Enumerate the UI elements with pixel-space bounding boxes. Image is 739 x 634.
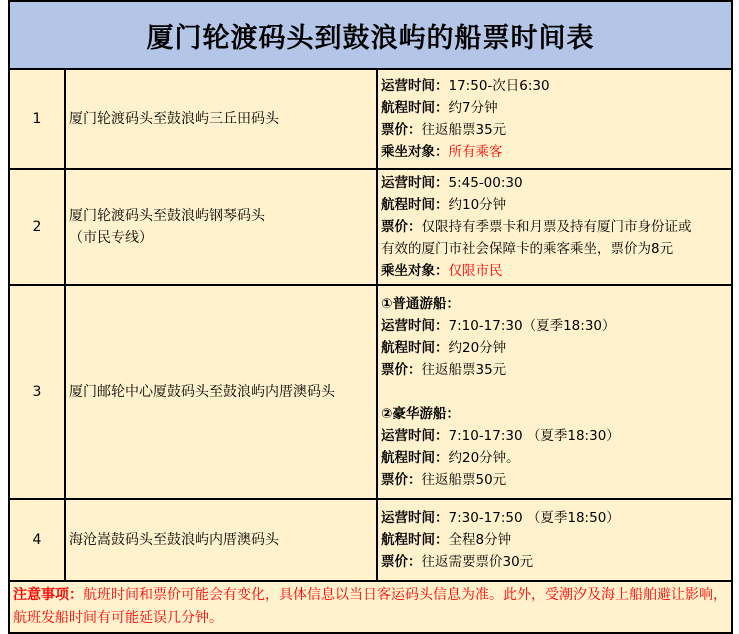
target-line (381, 260, 731, 282)
table-row (9, 169, 732, 285)
ferry-schedule-sheet (8, 0, 731, 632)
target-line (381, 141, 731, 163)
duration-label: 航程时间： (381, 100, 449, 116)
price-line-continued: 有效的厦门市社会保障卡的乘客乘坐，票价为8元 (381, 241, 674, 257)
table-row (9, 285, 732, 499)
hours-line (381, 507, 731, 529)
duration-value: 全程8分钟 (448, 532, 512, 548)
price-line (381, 359, 731, 381)
route-subtitle: （市民专线） (69, 230, 153, 246)
schedule-table (8, 0, 733, 634)
info-cell (377, 169, 732, 285)
route-name: 厦门轮渡码头至鼓浪屿三丘田码头 (69, 111, 279, 127)
price-label: 票价： (381, 362, 422, 378)
hours-value: 7:30-17:50 （夏季18:50） (448, 510, 620, 526)
hours-label: 运营时间： (381, 510, 449, 526)
table-row (9, 499, 732, 581)
duration-value: 约20分钟 (448, 340, 507, 356)
duration-label: 航程时间： (381, 340, 449, 356)
price-label: 票价： (381, 472, 422, 488)
price-line (381, 119, 731, 141)
duration-line (381, 529, 731, 551)
route-cell (65, 69, 377, 169)
price-value: 往返船票35元 (421, 122, 507, 138)
route-name: 海沧嵩鼓码头至鼓浪屿内厝澳码头 (69, 532, 279, 548)
duration-label: 航程时间： (381, 532, 449, 548)
ordinary-boat-heading: ①普通游船： (381, 296, 460, 312)
hours-label: 运营时间： (381, 428, 449, 444)
hours-line (381, 75, 731, 97)
duration-label: 航程时间： (381, 450, 449, 466)
target-value: 所有乘客 (448, 144, 503, 160)
duration-value: 约20分钟。 (448, 450, 520, 466)
info-cell (377, 285, 732, 499)
hours-value: 17:50-次日6:30 (448, 78, 550, 94)
table-row (9, 69, 732, 169)
row-number: 2 (9, 169, 65, 285)
price-value: 往返船票35元 (421, 362, 507, 378)
info-cell (377, 499, 732, 581)
route-cell (65, 285, 377, 499)
duration-value: 约7分钟 (448, 100, 498, 116)
row-number: 1 (9, 69, 65, 169)
info-cell (377, 69, 732, 169)
section-spacer (381, 381, 731, 403)
table-title: 厦门轮渡码头到鼓浪屿的船票时间表 (9, 1, 732, 69)
hours-label: 运营时间： (381, 318, 449, 334)
duration-label: 航程时间： (381, 197, 449, 213)
price-label: 票价： (381, 554, 422, 570)
duration-line (381, 194, 731, 216)
target-label: 乘坐对象： (381, 263, 449, 279)
hours-value: 7:10-17:30（夏季18:30） (448, 318, 616, 334)
hours-label: 运营时间： (381, 78, 449, 94)
route-name: 厦门轮渡码头至鼓浪屿钢琴码头 (69, 208, 265, 224)
route-cell (65, 499, 377, 581)
duration-line (381, 337, 731, 359)
duration-value: 约10分钟 (448, 197, 507, 213)
price-value: 仅限持有季票卡和月票及持有厦门市身份证或 (421, 219, 692, 235)
hours-value: 7:10-17:30 （夏季18:30） (448, 428, 620, 444)
price-line (381, 216, 731, 238)
luxury-boat-heading: ②豪华游船： (381, 406, 460, 422)
hours-line (381, 315, 731, 337)
duration-line (381, 97, 731, 119)
note-row (9, 581, 732, 633)
target-label: 乘坐对象： (381, 144, 449, 160)
price-label: 票价： (381, 122, 422, 138)
route-name: 厦门邮轮中心厦鼓码头至鼓浪屿内厝澳码头 (69, 384, 335, 400)
route-cell (65, 169, 377, 285)
duration-line (381, 447, 731, 469)
price-line (381, 551, 731, 573)
price-value: 往返船票50元 (421, 472, 507, 488)
hours-value: 5:45-00:30 (448, 175, 523, 191)
hours-label: 运营时间： (381, 175, 449, 191)
row-number: 3 (9, 285, 65, 499)
notice-cell (9, 581, 732, 633)
target-value: 仅限市民 (448, 263, 503, 279)
price-label: 票价： (381, 219, 422, 235)
price-line (381, 469, 731, 491)
notice-label: 注意事项： (13, 587, 83, 603)
hours-line (381, 172, 731, 194)
row-number: 4 (9, 499, 65, 581)
title-row (9, 1, 732, 69)
price-value: 往返需要票价30元 (421, 554, 534, 570)
hours-line (381, 425, 731, 447)
notice-text: 航班时间和票价可能会有变化，具体信息以当日客运码头信息为准。此外，受潮汐及海上船舶避让影响，航班发船时间有可能延误几分钟。 (13, 587, 727, 626)
